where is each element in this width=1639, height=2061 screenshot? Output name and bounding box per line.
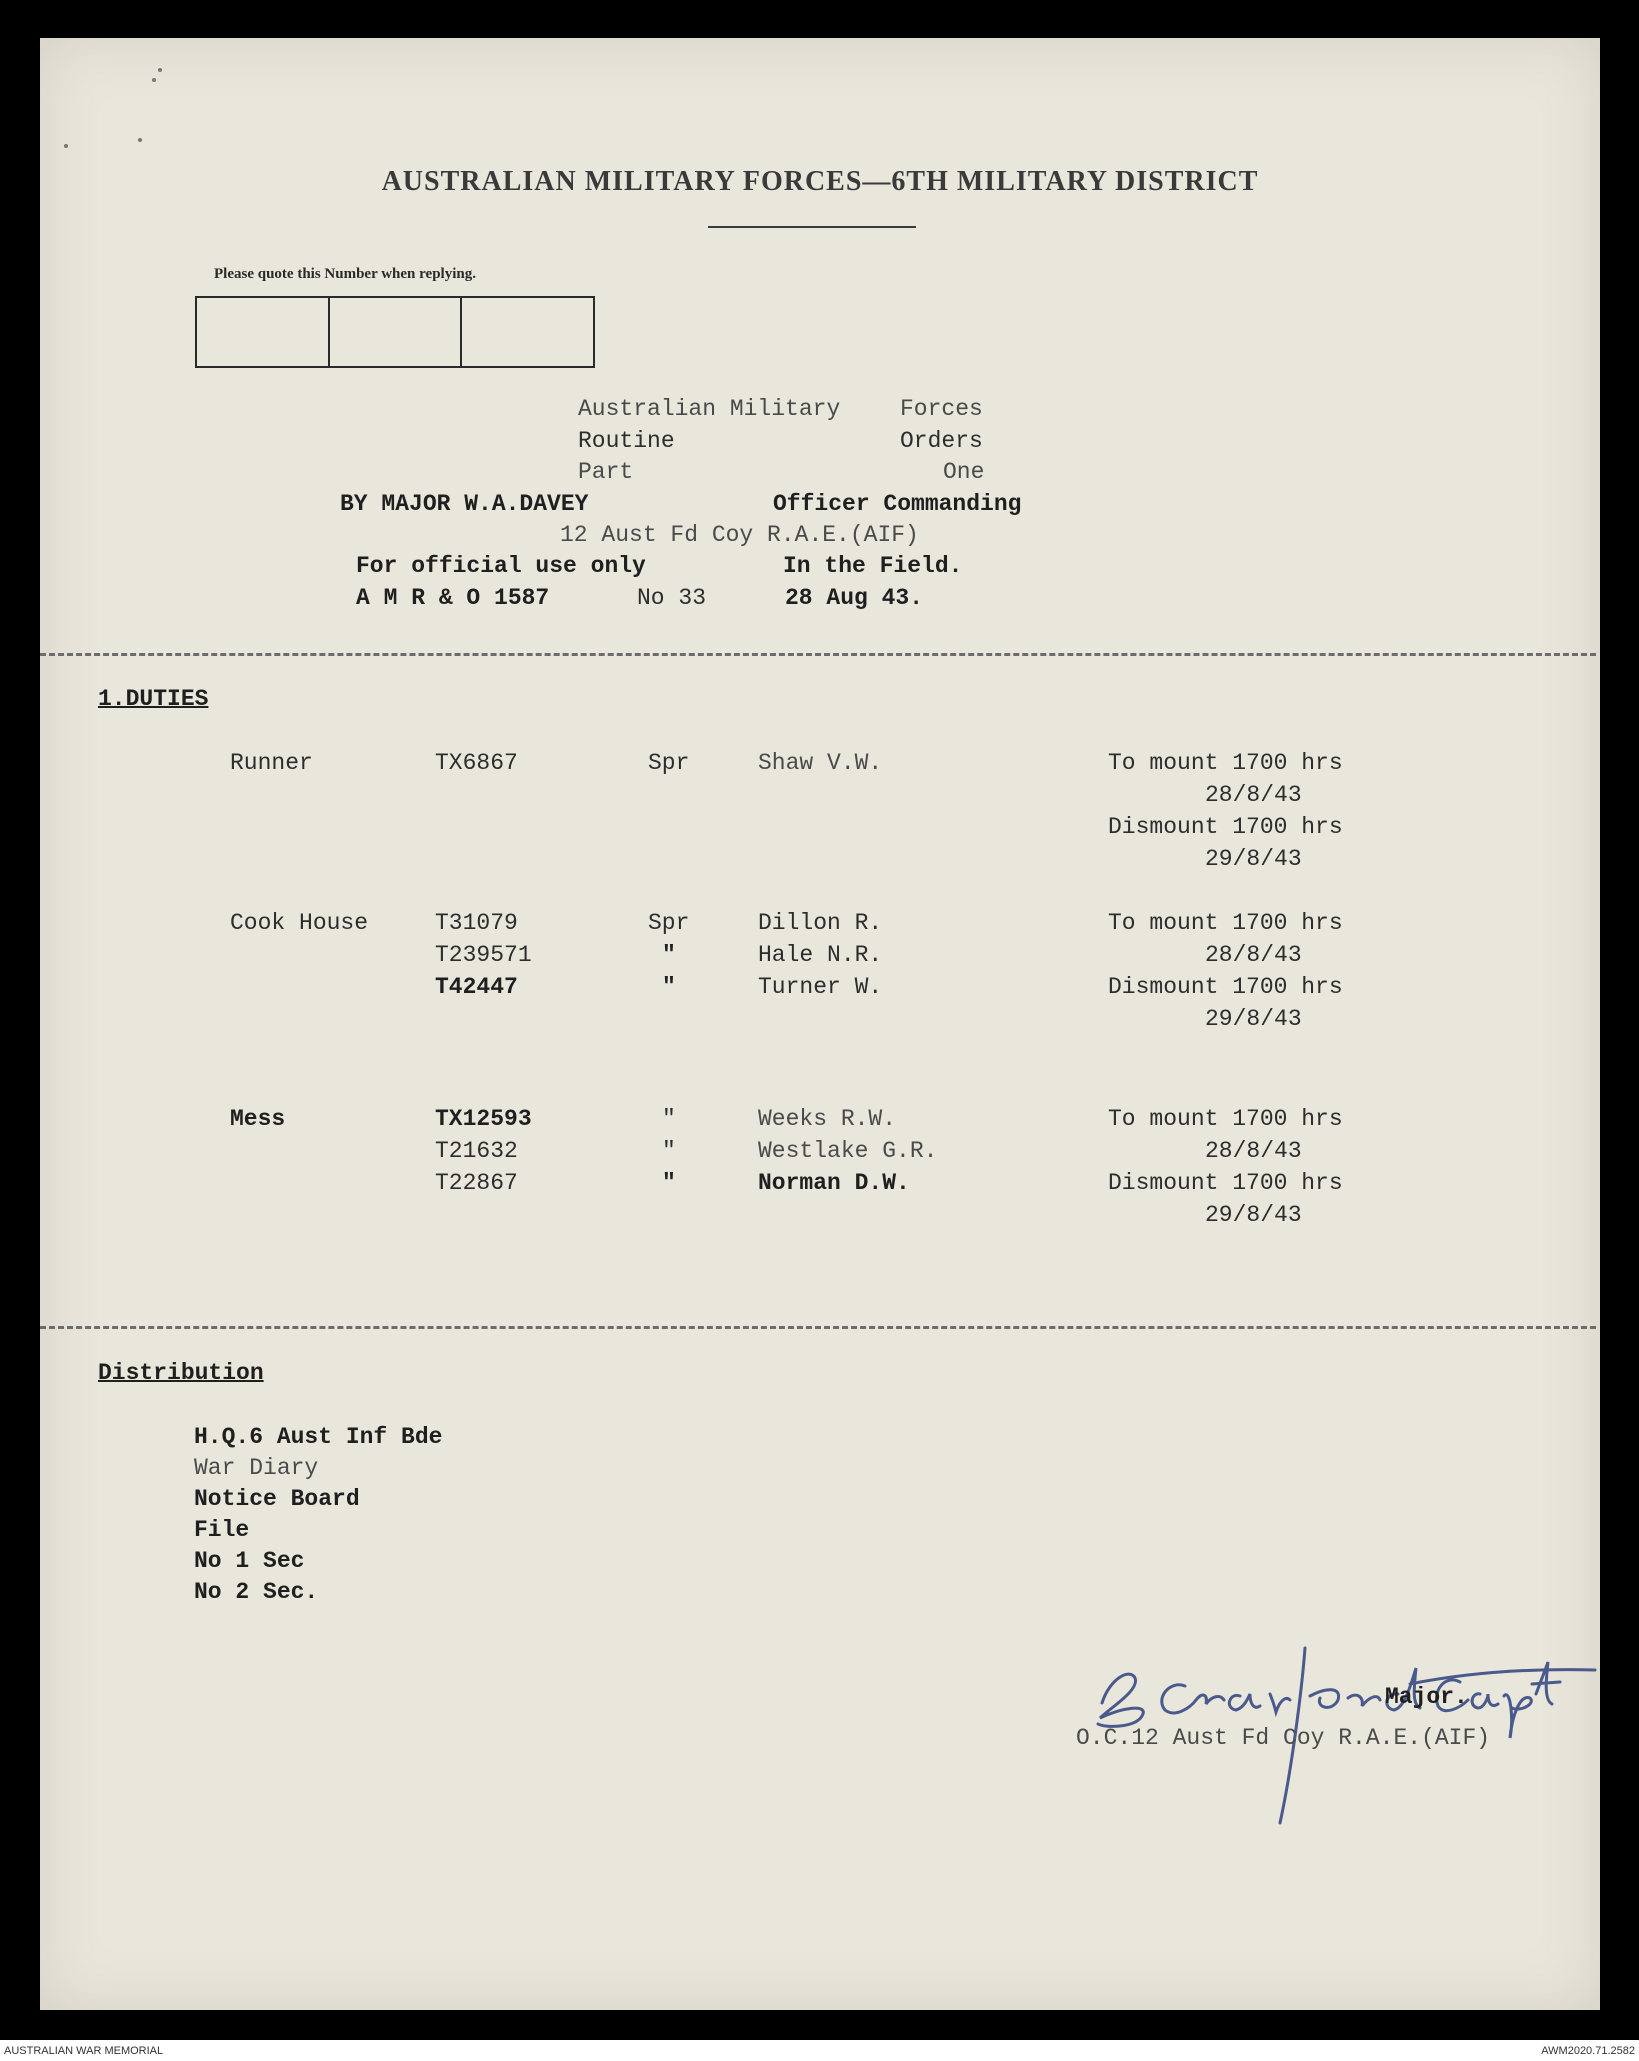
letterhead-title: AUSTRALIAN MILITARY FORCES—6TH MILITARY DISTRICT (381, 166, 1259, 197)
document-page (40, 38, 1600, 2010)
order-header-line2-left: Routine (578, 428, 675, 454)
member-name: Weeks R.W. (758, 1106, 897, 1132)
member-name: Shaw V.W. (758, 750, 883, 776)
order-unit: 12 Aust Fd Coy R.A.E.(AIF) (560, 522, 919, 548)
duty-time: 28/8/43 (1205, 942, 1302, 968)
order-date: 28 Aug 43. (785, 585, 924, 611)
distribution-item: War Diary (194, 1455, 319, 1481)
duties-heading: 1.DUTIES (98, 686, 209, 712)
duty-label: Cook House (230, 910, 369, 936)
order-location: In the Field. (783, 553, 963, 579)
member-name: Dillon R. (758, 910, 883, 936)
duty-time: 29/8/43 (1205, 1202, 1302, 1228)
signatory-rank: Major. (1385, 1684, 1468, 1710)
order-number: No 33 (637, 585, 707, 611)
order-header-line1-right: Forces (900, 396, 983, 422)
archive-footer-right: AWM2020.71.2582 (1541, 2045, 1635, 2057)
duty-time: 28/8/43 (1205, 1138, 1302, 1164)
order-header-line2-right: Orders (900, 428, 983, 454)
order-officer-title: Officer Commanding (773, 491, 1022, 517)
section-divider (40, 653, 1596, 656)
duty-label: Runner (230, 750, 313, 776)
member-rank: " (662, 1170, 676, 1196)
order-official-use: For official use only (356, 553, 646, 579)
archive-footer (0, 2040, 1639, 2061)
reference-number-cell (330, 298, 463, 366)
section-divider (40, 1326, 1596, 1329)
member-rank: Spr (648, 750, 690, 776)
distribution-item: Notice Board (194, 1486, 360, 1512)
reference-number-box (195, 296, 595, 368)
member-rank: Spr (648, 910, 690, 936)
duty-time: To mount 1700 hrs (1108, 1106, 1343, 1132)
member-name: Westlake G.R. (758, 1138, 938, 1164)
order-header-line1-left: Australian Military (578, 396, 841, 422)
member-number: T22867 (435, 1170, 518, 1196)
duty-time: 29/8/43 (1205, 1006, 1302, 1032)
punch-mark (152, 78, 156, 82)
reference-number-cell (197, 298, 330, 366)
punch-mark (138, 138, 142, 142)
member-name: Hale N.R. (758, 942, 883, 968)
member-rank: " (662, 1138, 676, 1164)
distribution-item: H.Q.6 Aust Inf Bde (194, 1424, 443, 1450)
duty-label: Mess (230, 1106, 286, 1132)
distribution-item: No 1 Sec (194, 1548, 305, 1574)
distribution-item: File (194, 1517, 250, 1543)
order-header-line3-right: One (943, 459, 985, 485)
distribution-item: No 2 Sec. (194, 1579, 319, 1605)
duty-time: Dismount 1700 hrs (1108, 1170, 1343, 1196)
duty-time: To mount 1700 hrs (1108, 910, 1343, 936)
member-number: T21632 (435, 1138, 518, 1164)
member-name: Turner W. (758, 974, 883, 1000)
member-number: T42447 (435, 974, 518, 1000)
member-number: TX6867 (435, 750, 518, 776)
duty-time: Dismount 1700 hrs (1108, 814, 1343, 840)
member-rank: " (662, 974, 676, 1000)
order-amr-reference: A M R & O 1587 (356, 585, 550, 611)
duty-time: 29/8/43 (1205, 846, 1302, 872)
member-rank: " (662, 942, 676, 968)
punch-mark (64, 144, 68, 148)
duty-time: 28/8/43 (1205, 782, 1302, 808)
archive-footer-left: AUSTRALIAN WAR MEMORIAL (4, 2045, 164, 2057)
letterhead-rule (708, 226, 916, 228)
member-rank: " (662, 1106, 676, 1132)
member-number: T31079 (435, 910, 518, 936)
reference-number-cell (462, 298, 593, 366)
order-issued-by: BY MAJOR W.A.DAVEY (340, 491, 589, 517)
order-header-line3-left: Part (578, 459, 634, 485)
quote-number-label: Please quote this Number when replying. (214, 266, 476, 282)
punch-mark (158, 68, 162, 72)
duty-time: Dismount 1700 hrs (1108, 974, 1343, 1000)
signatory-title: O.C.12 Aust Fd Coy R.A.E.(AIF) (1076, 1725, 1491, 1751)
member-number: TX12593 (435, 1106, 532, 1132)
member-name: Norman D.W. (758, 1170, 910, 1196)
member-number: T239571 (435, 942, 532, 968)
distribution-heading: Distribution (98, 1360, 264, 1386)
duty-time: To mount 1700 hrs (1108, 750, 1343, 776)
